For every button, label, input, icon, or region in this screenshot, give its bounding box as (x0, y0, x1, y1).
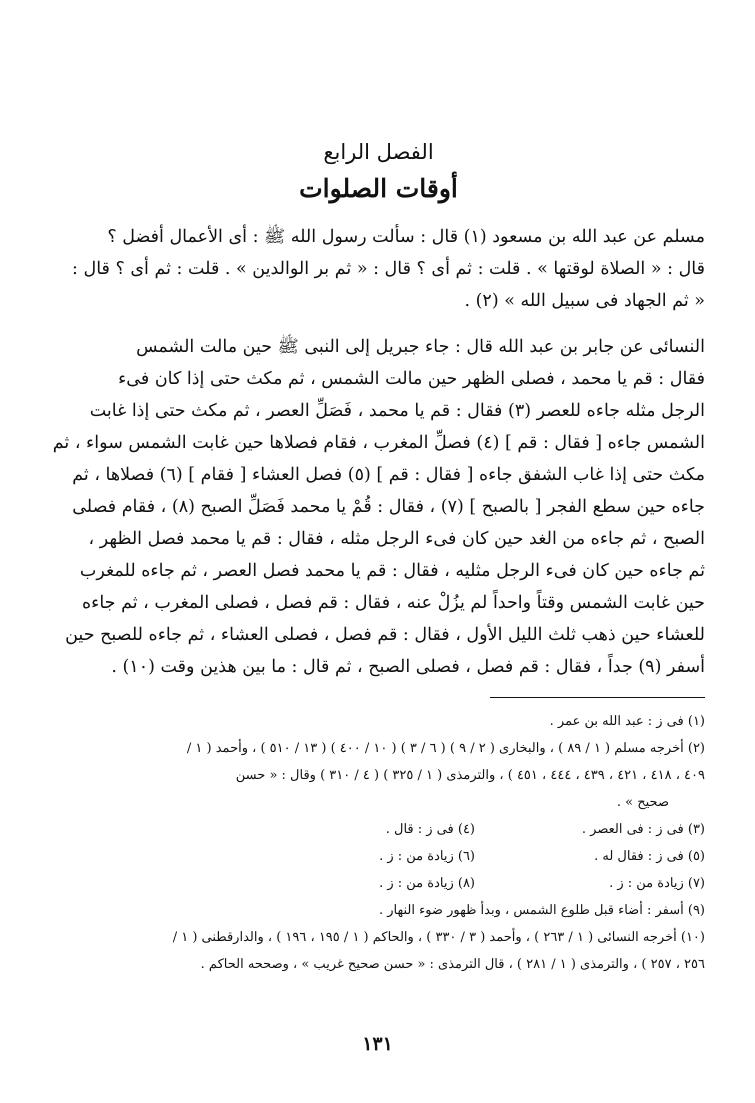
text-line: فقال : قم يا محمد ، فصلى الظهر حين مالت الشمس ، ثم مكث حتى إذا كان فىء (118, 369, 705, 389)
text-line: أسفر (٩) جداً ، فقال : قم فصل ، فصلى الصبح ، ثم قال : ما بين هذين وقت (١٠) . (111, 657, 705, 677)
page-number: ١٣١ (362, 1033, 393, 1055)
footnote-6: (٦) زيادة من : ز . (379, 849, 475, 864)
text-line: الرجل مثله جاءه للعصر (٣) فقال : قم يا محمد ، فَصَلِّ العصر ، ثم مكث حتى إذا غابت (89, 401, 705, 421)
paragraph-hadith-jabir (52, 331, 705, 683)
footnotes (52, 708, 705, 978)
text-line: حين غابت الشمس وقتاً واحداً لم يزُلْ عنه ، فقال : قم فصل ، فصلى المغرب ، ثم جاءه (81, 593, 705, 613)
text-line: ثم جاءه حين كان فىء الرجل مثليه ، فقال : قم يا محمد فصل العصر ، ثم جاءه للمغرب (79, 561, 705, 581)
footnote-2-continued: ٤٠٩ ، ٤١٨ ، ٤٢١ ، ٤٣٩ ، ٤٤٤ ، ٤٥١ ) ، والترمذى ( ١ / ٣٢٥ ) ( ٤ / ٣١٠ ) وقال : « حسن (235, 768, 705, 783)
footnote-2-end: صحيح » . (616, 795, 669, 810)
text-line: جاءه حين سطع الفجر [ بالصبح ] (٧) ، فقال : قُمْ يا محمد فَصَلِّ الصبح (٨) ، فقام فصلى (72, 497, 705, 517)
footnote-10-continued: ٢٥٦ ، ٢٥٧ ) ، والترمذى ( ١ / ٢٨١ ) ، قال الترمذى : « حسن صحيح غريب » ، وصححه الحاكم . (200, 957, 705, 972)
footnote-row (52, 870, 705, 897)
text-line: قال : « الصلاة لوقتها » . قلت : ثم أى ؟ قال : « ثم بر الوالدين » . قلت : ثم أى ؟ قال : (72, 259, 705, 279)
footnote-row (52, 843, 705, 870)
footnote-2: (٢) أخرجه مسلم ( ١ / ٨٩ ) ، والبخارى ( ٢ / ٩ ) ( ٦ / ٣ ) ( ١٠ / ٤٠٠ ) ( ١٣ / ٥١٠ ) ، وأحمد ( ١ / (186, 741, 705, 756)
text-line: النسائى عن جابر بن عبد الله قال : جاء جبريل إلى النبى ﷺ حين مالت الشمس (136, 337, 705, 357)
text-line: « ثم الجهاد فى سبيل الله » (٢) . (464, 291, 705, 311)
footnote-3: (٣) فى ز : فى العصر . (581, 822, 705, 837)
footnote-9: (٩) أسفر : أضاء قبل طلوع الشمس ، وبدأ ظهور ضوء النهار . (378, 903, 705, 918)
footnote-divider (490, 697, 705, 698)
footnote-10: (١٠) أخرجه النسائى ( ١ / ٢٦٣ ) ، وأحمد ( ٣ / ٣٣٠ ) ، والحاكم ( ١ / ١٩٥ ، ١٩٦ ) ، والدارقطنى ( ١ / (172, 930, 705, 945)
footnote-4: (٤) فى ز : قال . (385, 822, 475, 837)
text-line: الشمس جاءه [ فقال : قم ] (٤) فصلِّ المغرب ، فقام فصلاها حين غابت الشمس سواء ، ثم (52, 433, 705, 453)
text-line: مكث حتى إذا غاب الشفق جاءه [ فقال : قم ] (٥) فصل العشاء [ فقام ] (٦) فصلاها ، ثم (72, 465, 705, 485)
text-line: مسلم عن عبد الله بن مسعود (١) قال : سألت رسول الله ﷺ : أى الأعمال أفضل ؟ (107, 227, 705, 247)
text-line: الصبح ، ثم جاءه من الغد حين كان فىء الرجل مثله ، فقال : قم يا محمد فصل الظهر ، (88, 529, 705, 549)
section-title: أوقات الصلوات (299, 174, 458, 203)
footnote-7: (٧) زيادة من : ز . (609, 876, 705, 891)
chapter-heading: الفصل الرابع (323, 140, 434, 164)
text-line: للعشاء حين ذهب ثلث الليل الأول ، فقال : قم فصل ، فصلى العشاء ، ثم جاءه للصبح حين (65, 625, 705, 645)
footnote-row (52, 816, 705, 843)
footnote-1: (١) فى ز : عبد الله بن عمر . (549, 714, 705, 729)
paragraph-hadith-ibn-masud (52, 221, 705, 317)
footnote-5: (٥) فى ز : فقال له . (594, 849, 705, 864)
footnote-8: (٨) زيادة من : ز . (379, 876, 475, 891)
